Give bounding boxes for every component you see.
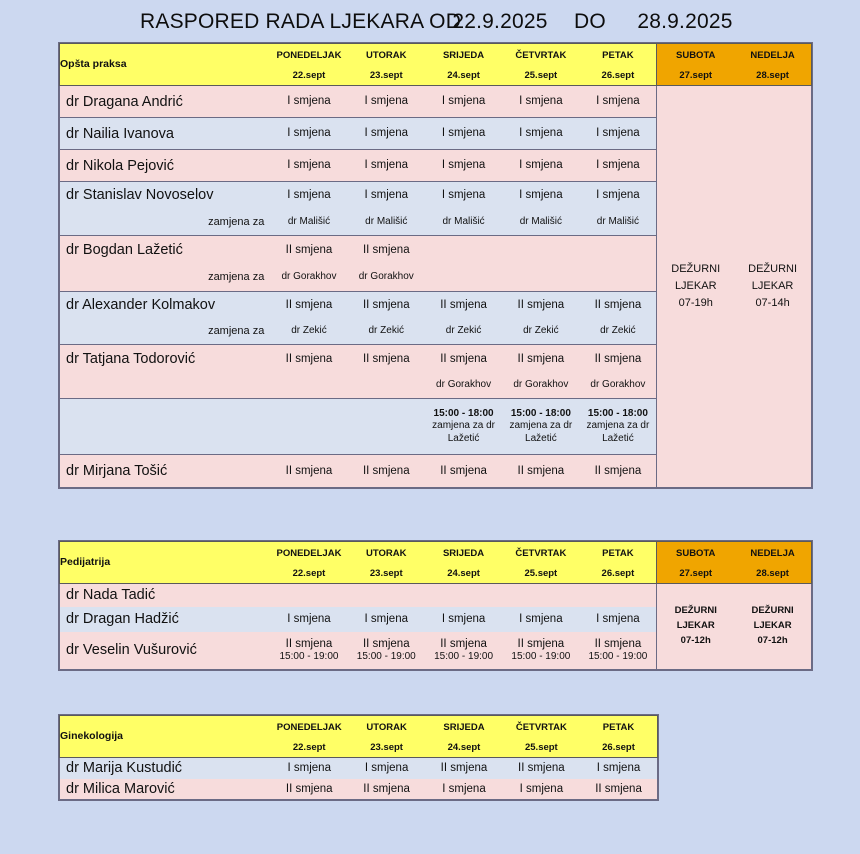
department-label: Pedijatrija [60,542,271,584]
shift-cell: II smjena [348,345,425,373]
header-day-wednesday: SRIJEDA 24.sept [425,716,502,758]
shift-cell: I smjena [425,182,502,209]
substitute-cell: dr Gorakhov [270,264,347,292]
shift-cell: II smjena [270,345,347,373]
substitute-cell: dr Zekić [502,319,579,345]
doctor-name: dr Bogdan Lažetić [60,236,271,264]
shift-cell: I smjena [580,150,657,182]
substitute-cell: dr Zekić [425,319,502,345]
header-date: 26.sept [601,70,635,81]
header-day-sunday: NEDELJA 28.sept [734,542,811,584]
shift-cell: II smjena [425,455,502,488]
shift-cell: I smjena [270,118,347,150]
title-date-to: 28.9.2025 [637,10,733,33]
weekend-duty-sunday: DEŽURNI LJEKAR 07-14h [748,262,798,310]
substitute-cell: dr Mališić [502,209,579,236]
shift-cell: I smjena [348,150,425,182]
page-title [140,6,840,38]
header-day-monday [270,44,347,86]
substitute-label: zamjena za [60,209,271,236]
shift-cell: II smjena [348,236,425,264]
table-row [60,758,658,779]
shift-cell: II smjena [270,292,347,319]
shift-cell: I smjena [580,118,657,150]
shift-cell: I smjena [348,182,425,209]
doctor-name: dr Marija Kustudić [60,758,271,779]
shift-cell: II smjena [348,455,425,488]
shift-cell [580,236,657,264]
shift-cell: I smjena [270,182,347,209]
header-day-thursday: ČETVRTAK 25.sept [502,542,579,584]
substitute-label: zamjena za [60,319,271,345]
extra-shift-cell: 15:00 - 18:00 zamjena za dr Lažetić [425,399,502,455]
substitute-cell [502,264,579,292]
substitute-cell [270,373,347,399]
substitute-cell: dr Gorakhov [580,373,657,399]
shift-cell: II smjena [502,345,579,373]
shift-cell: I smjena [580,182,657,209]
header-day-friday: PETAK 26.sept [580,716,657,758]
weekend-duty-saturday: DEŽURNI LJEKAR 07-12h [674,605,717,646]
shift-cell: I smjena [502,182,579,209]
shift-cell [270,584,347,607]
substitute-cell: dr Zekić [270,319,347,345]
table-row [60,779,658,800]
substitute-cell: dr Mališić [580,209,657,236]
doctor-name: dr Dragana Andrić [60,86,271,118]
extra-shift-cell: 15:00 - 18:00 zamjena za dr Lažetić [502,399,579,455]
doctor-name-empty [60,399,271,455]
shift-cell: I smjena [580,758,657,779]
shift-cell: II smjena 15:00 - 19:00 [580,632,657,670]
shift-cell: I smjena [271,758,348,779]
header-dow: PONEDELJAK [276,50,342,62]
doctor-name: dr Nailia Ivanova [60,118,271,150]
shift-cell: II smjena [271,779,348,800]
header-dow: SUBOTA [676,50,716,62]
shift-cell: II smjena [348,292,425,319]
extra-shift-cell [270,399,347,455]
header-day-thursday: ČETVRTAK 25.sept [503,716,580,758]
header-day-wednesday [425,44,502,86]
header-date: 22.sept [292,70,326,81]
shift-cell: II smjena 15:00 - 19:00 [348,632,425,670]
doctor-name: dr Stanislav Novoselov [60,182,271,209]
shift-cell: II smjena [580,455,657,488]
doctor-name: dr Nikola Pejović [60,150,271,182]
shift-cell: II smjena [270,236,347,264]
title-main-text: RASPORED RADA LJEKARA OD [140,10,462,33]
substitute-cell: dr Gorakhov [502,373,579,399]
shift-cell: II smjena [270,455,347,488]
shift-cell: I smjena [580,607,657,632]
shift-cell [502,236,579,264]
schedule-table-ginekologija [58,714,659,801]
header-day-saturday: SUBOTA 27.sept [657,542,734,584]
shift-cell: I smjena [425,150,502,182]
substitute-cell [425,264,502,292]
header-day-monday: PONEDELJAK 22.sept [271,716,348,758]
header-dow: UTORAK [366,50,407,62]
shift-cell: I smjena [348,607,425,632]
shift-cell [425,236,502,264]
shift-cell: I smjena [425,779,502,800]
shift-cell: II smjena [425,758,502,779]
table-header-row [60,542,812,584]
doctor-name: dr Veselin Vušurović [60,632,271,670]
department-label: Ginekologija [60,716,271,758]
shift-cell: I smjena [502,150,579,182]
header-day-tuesday: UTORAK 23.sept [348,542,425,584]
shift-cell: II smjena [502,292,579,319]
shift-cell: I smjena [270,607,347,632]
doctor-name: dr Nada Tadić [60,584,271,607]
substitute-cell: dr Mališić [425,209,502,236]
doctor-name: dr Alexander Kolmakov [60,292,271,319]
doctor-name: dr Tatjana Todorović [60,345,271,373]
shift-cell: I smjena [502,607,579,632]
shift-cell: I smjena [503,779,580,800]
substitute-cell: dr Mališić [348,209,425,236]
substitute-cell [580,264,657,292]
shift-cell: II smjena [348,779,425,800]
header-day-sunday [734,44,811,86]
shift-cell: II smjena [502,455,579,488]
header-date: 27.sept [679,70,713,81]
header-dow: NEDELJA [750,50,795,62]
extra-shift-cell [348,399,425,455]
schedule-table-opsta-praksa [58,42,813,489]
substitute-cell: dr Gorakhov [425,373,502,399]
substitute-cell [348,373,425,399]
header-day-tuesday: UTORAK 23.sept [348,716,425,758]
shift-cell: I smjena [348,86,425,118]
shift-cell: I smjena [425,118,502,150]
weekend-duty-sunday: DEŽURNI LJEKAR 07-12h [751,605,794,646]
substitute-cell: dr Zekić [580,319,657,345]
header-dow: PETAK [602,50,634,62]
substitute-label-empty [60,373,271,399]
shift-cell: I smjena [425,86,502,118]
substitute-cell: dr Gorakhov [348,264,425,292]
doctor-name: dr Mirjana Tošić [60,455,271,488]
substitute-cell: dr Mališić [270,209,347,236]
header-dow: SRIJEDA [442,50,485,62]
shift-cell: I smjena [425,607,502,632]
header-date: 23.sept [369,70,403,81]
table-header-row [60,716,658,758]
shift-cell: II smjena [580,292,657,319]
shift-cell [425,584,502,607]
title-separator: DO [574,10,606,33]
header-date: 24.sept [447,70,480,81]
shift-cell: II smjena [580,779,657,800]
shift-cell: II smjena [580,345,657,373]
header-day-friday [580,44,657,86]
shift-cell [348,584,425,607]
weekend-duty-block [657,584,812,670]
shift-cell: II smjena 15:00 - 19:00 [502,632,579,670]
department-label: Opšta praksa [60,44,271,86]
doctor-name: dr Dragan Hadžić [60,607,271,632]
shift-cell: I smjena [348,758,425,779]
extra-shift-cell: 15:00 - 18:00 zamjena za dr Lažetić [580,399,657,455]
substitute-label: zamjena za [60,264,271,292]
table-row [60,584,812,607]
shift-cell [502,584,579,607]
table-row [60,86,812,118]
header-day-tuesday [348,44,425,86]
shift-cell: II smjena 15:00 - 19:00 [425,632,502,670]
shift-cell: II smjena [425,345,502,373]
weekend-duty-block [657,86,812,488]
header-date: 25.sept [524,70,558,81]
shift-cell: II smjena [503,758,580,779]
header-day-monday: PONEDELJAK 22.sept [270,542,347,584]
shift-cell: I smjena [502,86,579,118]
shift-cell: I smjena [270,86,347,118]
shift-cell: I smjena [502,118,579,150]
header-day-friday: PETAK 26.sept [580,542,657,584]
header-day-saturday [657,44,734,86]
header-date: 28.sept [756,70,789,81]
shift-cell [580,584,657,607]
doctor-name: dr Milica Marović [60,779,271,800]
shift-cell: II smjena 15:00 - 19:00 [270,632,347,670]
title-date-from: 22.9.2025 [452,10,548,33]
shift-cell: I smjena [270,150,347,182]
shift-cell: I smjena [348,118,425,150]
header-day-wednesday: SRIJEDA 24.sept [425,542,502,584]
header-dow: ČETVRTAK [515,50,567,62]
weekend-duty-saturday: DEŽURNI LJEKAR 07-19h [671,262,721,310]
schedule-table-pedijatrija [58,540,813,671]
shift-cell: II smjena [425,292,502,319]
table-header-row [60,44,812,86]
header-day-thursday [502,44,579,86]
shift-cell: I smjena [580,86,657,118]
substitute-cell: dr Zekić [348,319,425,345]
